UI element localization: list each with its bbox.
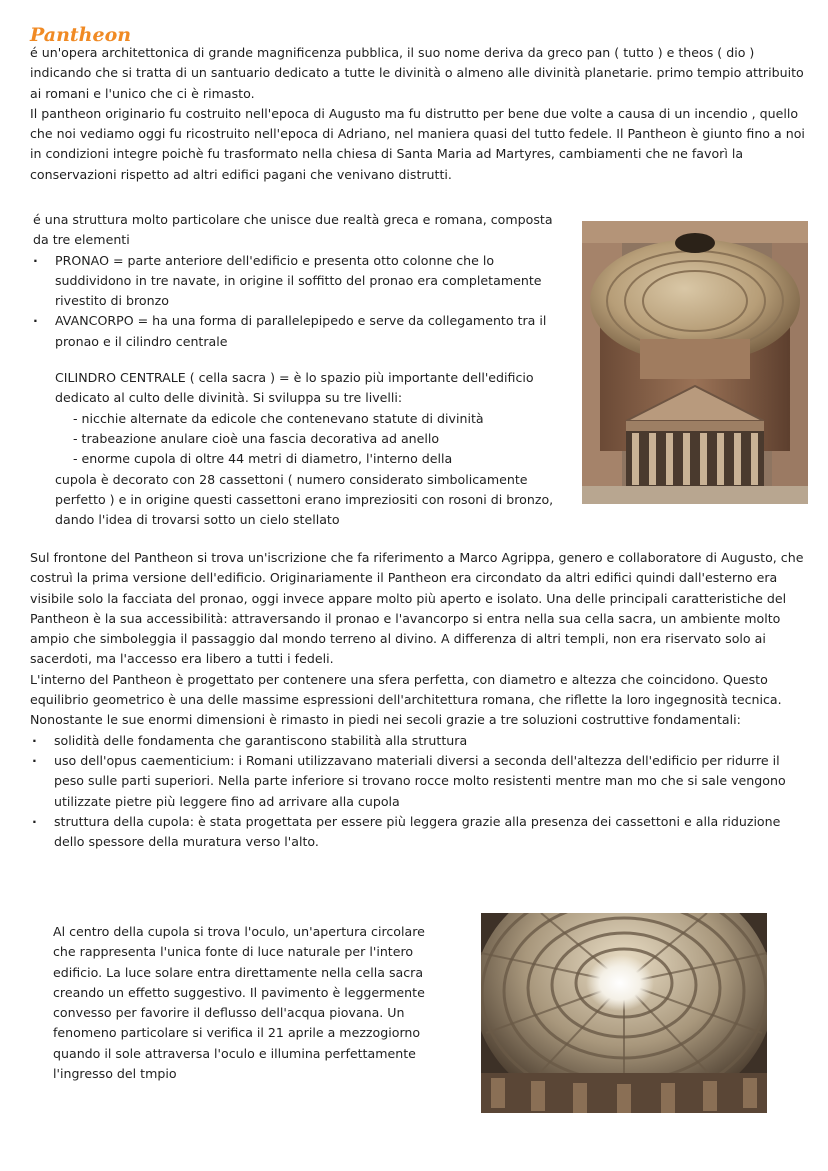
intro-paragraph-1: é un'opera architettonica di grande magnificenza pubblica, il suo nome deriva da greco pan ( tutto ) e theos ( dio ) indicando che si tratta di un santuario dedicato a tutte le divinità o almeno alle divinità planetarie. primo tempio attribuito ai romani e l'unico che ci è rimasto. [30,45,804,101]
page-title: Pantheon [30,24,132,46]
level-item: - nicchie alternate da edicole che contenevano statute di divinità [73,410,484,426]
level-item: - trabeazione anulare cioè una fascia decorativa ad anello [73,430,440,446]
structure-item-avancorpo: · AVANCORPO = ha una forma di parallelepipedo e serve da collegamento tra il pronao e il cilindro centrale [33,311,568,352]
structure-section [33,210,568,530]
middle-paragraph-1: Sul frontone del Pantheon si trova un'iscrizione che fa riferimento a Marco Agrippa, genero e collaboratore di Augusto, che costruì la prima versione dell'edificio. Originariamente il Pantheon era circondato da altri edifici quindi dall'esterno era visibile solo la facciata del pronao, oggi invece appare molto più aperto e isolato. Una delle principali caratteristiche del Pantheon è la sua accessibilità: attraversando il pronao e l'avancorpo si entra nella sua cella sacra, un ambiente molto ampio che simboleggia il passaggio dal mondo terreno al divino. A differenza di altri templi, non era riservato solo ai sacerdoti, ma l'accesso era libero a tutti i fedeli. [30,550,804,667]
structure-lead: é una struttura molto particolare che unisce due realtà greca e romana, composta da tre elementi [33,212,553,248]
pantheon-exterior-photo [582,221,808,504]
intro-section [30,43,812,185]
intro-paragraph-2: Il pantheon originario fu costruito nell'epoca di Augusto ma fu distrutto per bene due volte a causa di un incendio , quello che noi vediamo oggi fu ricostruito nell'epoca di Adriano, nel maniera quasi del tutto fedele. Il Pantheon è giunto fino a noi in condizioni integre poichè fu trasformato nella chiesa di Santa Maria ad Martyres, cambiamenti che ne favorì la conservazioni rispetto ad altri edifici pagani che venivano distrutti. [30,105,805,182]
level-item: - enorme cupola di oltre 44 metri di diametro, l'interno della [73,451,453,467]
structure-list [33,251,568,352]
construction-list [30,731,812,853]
structure-item-pronao: · PRONAO = parte anteriore dell'edificio e presenta otto colonne che lo suddividono in tre navate, in origine il soffitto del pronao era completamente rivestito di bronzo [33,251,568,312]
pantheon-dome-interior-photo [481,913,767,1113]
construction-item: · uso dell'opus caementicium: i Romani utilizzavano materiali diversi a seconda dell'altezza dell'edificio per ridurre il peso sulle parti superiori. Nella parte inferiore si trovano rocce molto resistenti mentre man mo che si sale vengono utilizzate pietre più leggere fino ad arrivare alla cupola [30,751,812,812]
construction-item: · solidità delle fondamenta che garantiscono stabilità alla struttura [30,731,812,751]
structure-cella: CILINDRO CENTRALE ( cella sacra ) = è lo spazio più importante dell'edificio dedicato al culto delle divinità. Si sviluppa su tre livelli: [55,370,534,406]
structure-continuation: cupola è decorato con 28 cassettoni ( numero considerato simbolicamente perfetto ) e in origine questi cassettoni erano impreziositi con rosoni di bronzo, dando l'idea di trovarsi sotto un cielo stellato [55,471,554,528]
middle-paragraph-2: L'interno del Pantheon è progettato per contenere una sfera perfetta, con diametro e altezza che coincidono. Questo equilibrio geometrico è una delle massime espressioni dell'architettura romana, che riflette la loro ingegnosità tecnica. [30,671,782,708]
oculo-paragraph: Al centro della cupola si trova l'oculo, un'apertura circolare che rappresenta l'unica fonte di luce naturale per l'intero edificio. La luce solare entra direttamente nella cella sacra creando un effetto suggestivo. Il pavimento è leggermente convesso per favorire il deflusso dell'acqua piovana. Un fenomeno particolare si verifica il 21 aprile a mezzogiorno quando il sole attraversa l'oculo e illumina perfettamente l'ingresso del tmpio [53,924,425,1082]
middle-section [30,548,812,852]
construction-item: · struttura della cupola: è stata progettata per essere più leggera grazie alla presenza dei cassettoni e alla riduzione dello spessore della muratura verso l'alto. [30,812,812,853]
middle-paragraph-3: Nonostante le sue enormi dimensioni è rimasto in piedi nei secoli grazie a tre soluzioni costruttive fondamentali: [30,712,741,728]
